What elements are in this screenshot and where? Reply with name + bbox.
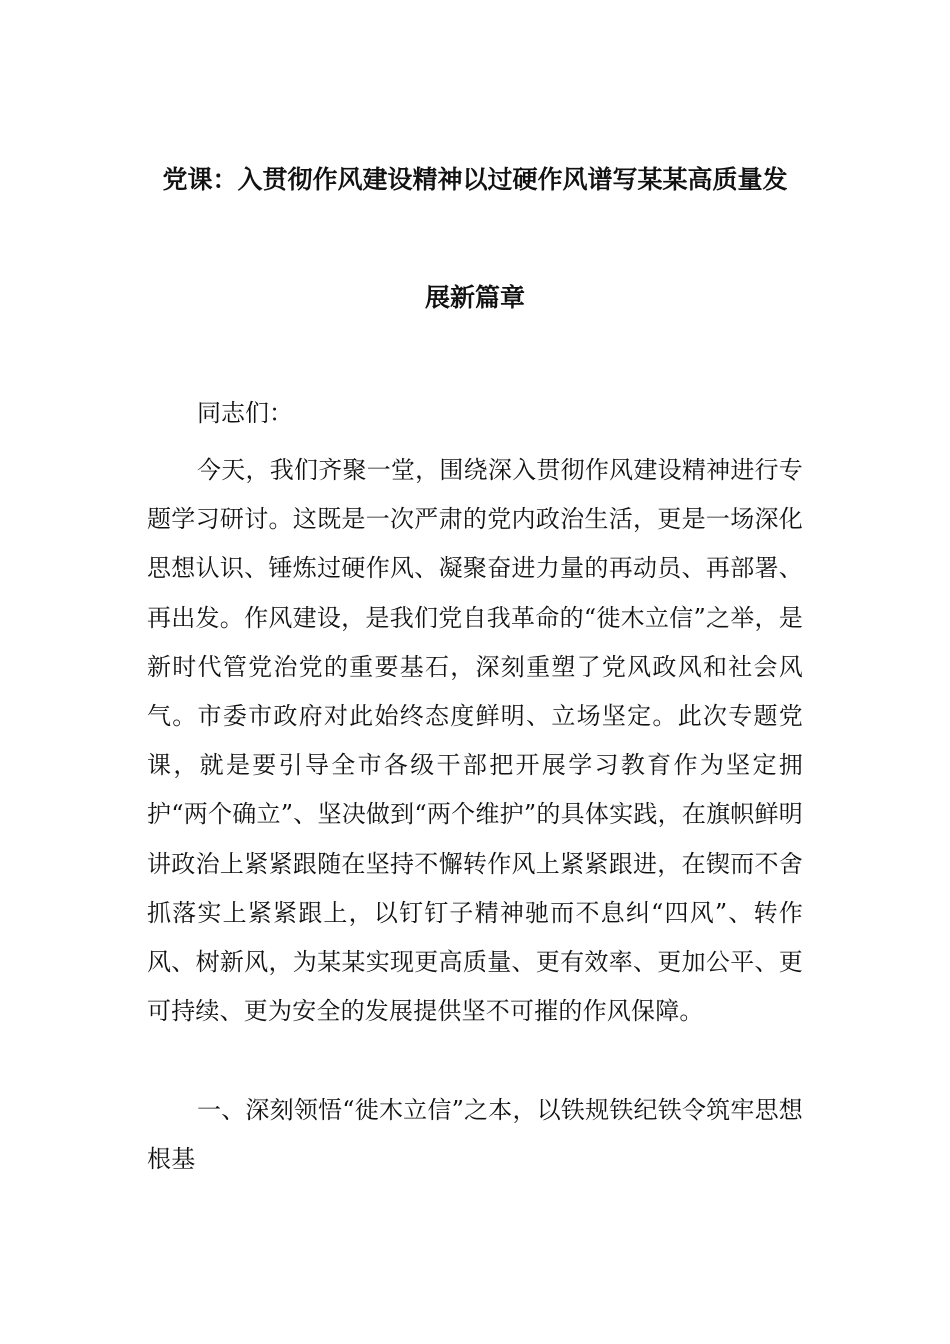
greeting: 同志们： <box>197 399 293 427</box>
section-heading-1: 一、深刻领悟“徙木立信”之本，以铁规铁纪铁令筑牢思想根基 <box>147 1096 803 1174</box>
document-title-line-1: 党课：入贯彻作风建设精神以过硬作风谱写某某高质量发 <box>162 165 788 194</box>
document-title-line-2: 展新篇章 <box>424 283 525 312</box>
body-paragraph-intro: 今天，我们齐聚一堂，围绕深入贯彻作风建设精神进行专题学习研讨。这既是一次严肃的党内政治生活，更是一场深化思想认识、锤炼过硬作风、凝聚奋进力量的再动员、再部署、再出发。作风建设，是我们党自我革命的“徙木立信”之举，是新时代管党治党的重要基石，深刻重塑了党风政风和社会风气。市委市政府对此始终态度鲜明、立场坚定。此次专题党课，就是要引导全市各级干部把开展学习教育作为坚定拥护“两个确立”、坚决做到“两个维护”的具体实践，在旗帜鲜明讲政治上紧紧跟随在坚持不懈转作风上紧紧跟进，在锲而不舍抓落实上紧紧跟上，以钉钉子精神驰而不息纠“四风”、转作风、树新风，为某某实现更高质量、更有效率、更加公平、更可持续、更为安全的发展提供坚不可摧的作风保障。 <box>147 456 803 1026</box>
